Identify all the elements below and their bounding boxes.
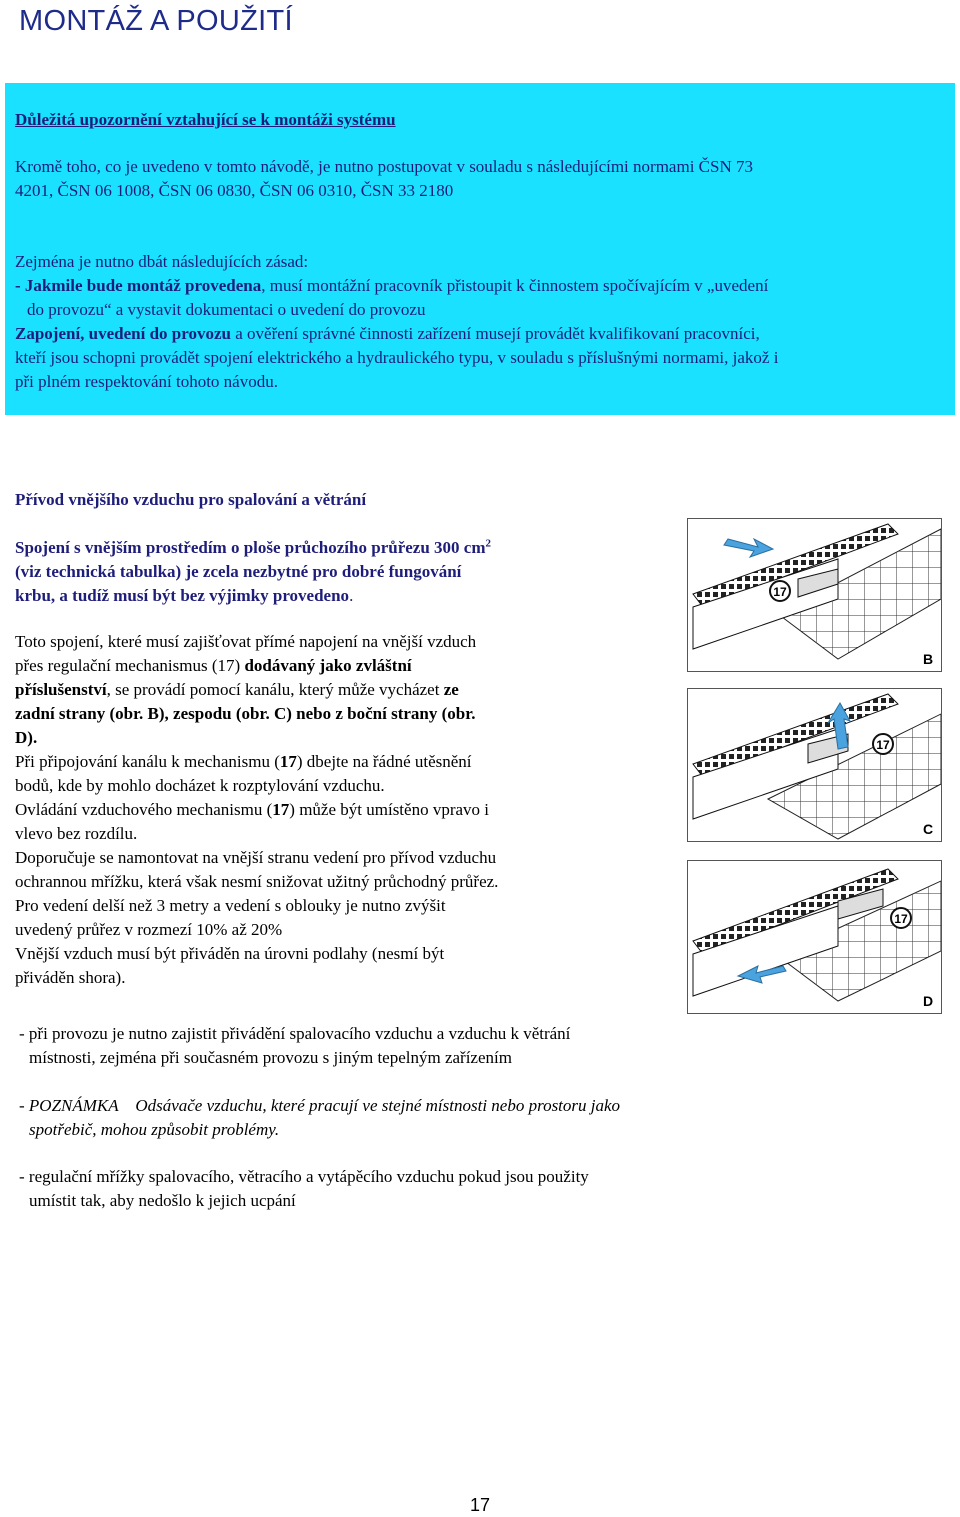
figure-c-part-number: 17 [876, 738, 890, 752]
figure-d-label: D [922, 993, 934, 1009]
note-1-line1: - při provozu je nutno zajistit přivádění spalovacího vzduchu a vzduchu k větrání [19, 1024, 571, 1043]
superscript-2: 2 [485, 537, 491, 550]
note-2-line1: - POZNÁMKA Odsávače vzduchu, které pracují ve stejné místnosti nebo prostoru jako [19, 1096, 621, 1115]
body-line-8b: 17 [272, 800, 290, 819]
notice-para-line2: kteří jsou schopni provádět spojení elektrického a hydraulického typu, v souladu s příslušnými normami, jakož i [15, 348, 779, 367]
page-number: 17 [469, 1495, 491, 1515]
figure-b-label: B [922, 651, 934, 667]
requirement-line2: (viz technická tabulka) je zcela nezbytné pro dobré fungování [15, 562, 462, 581]
body-line-3c: ze [443, 680, 459, 699]
body-line-10: Doporučuje se namontovat na vnější stranu vedení pro přívod vzduchu [15, 848, 497, 867]
note-1-line2: místnosti, zejména při současném provozu s jiným tepelným zařízením [29, 1048, 512, 1067]
notice-para-line1 [15, 322, 945, 346]
figure-b-arrow [724, 539, 773, 557]
body-line-7: bodů, kde by mohlo docházet k rozptylování vzduchu. [15, 776, 385, 795]
para-bold: Zapojení, uvedení do provozu [15, 324, 232, 343]
body-line-5: D). [15, 728, 38, 747]
body-line-11: ochrannou mřížku, která však nesmí snižovat užitný průchodný průřez. [15, 872, 499, 891]
body-line-3a: příslušenství [15, 680, 107, 699]
notice-para-line3: při plném respektování tohoto návodu. [15, 372, 278, 391]
page-title: MONTÁŽ A POUŽITÍ [19, 5, 293, 37]
body-line-3 [15, 678, 459, 702]
body-line-6 [15, 750, 472, 774]
notice-intro-line2: 4201, ČSN 06 1008, ČSN 06 0830, ČSN 06 0310, ČSN 33 2180 [15, 181, 454, 200]
rule-dash: - [15, 276, 25, 295]
body-line-13: uvedený průřez v rozmezí 10% až 20% [15, 920, 283, 939]
body-line-8c: ) může být umístěno vpravo i [289, 800, 490, 819]
para-rest: a ověření správné činnosti zařízení musejí provádět kvalifikovaní pracovníci, [231, 324, 760, 343]
body-line-3b: , se provádí pomocí kanálu, který může vycházet [106, 680, 444, 699]
note-3-line1: - regulační mřížky spalovacího, větracího a vytápěcího vzduchu pokud jsou použity [19, 1167, 589, 1186]
body-line-12: Pro vedení delší než 3 metry a vedení s oblouky je nutno zvýšit [15, 896, 446, 915]
body-line-6c: ) dbejte na řádné utěsnění [296, 752, 472, 771]
requirement-text: Spojení s vnějším prostředím o ploše průchozího průřezu 300 cm [15, 538, 486, 557]
rule-bold: Jakmile bude montáž provedena [24, 276, 262, 295]
figure-b-part-number: 17 [773, 585, 787, 599]
requirement-line1 [15, 536, 491, 560]
body-line-8 [15, 798, 489, 822]
notice-rules-label: Zejména je nutno dbát následujících zásad: [15, 252, 309, 271]
body-line-8a: Ovládání vzduchového mechanismu ( [15, 800, 273, 819]
notice-rule-line1 [15, 274, 945, 298]
body-line-15: přiváděn shora). [15, 968, 126, 987]
figure-d [687, 860, 942, 1014]
note-2-line2: spotřebič, mohou způsobit problémy. [29, 1120, 280, 1139]
figure-c [687, 688, 942, 842]
figure-d-drawing [688, 861, 941, 1013]
notice-box [5, 83, 955, 415]
figure-c-label: C [922, 821, 934, 837]
notice-intro-line1: Kromě toho, co je uvedeno v tomto návodě, je nutno postupovat v souladu s následujícími normami ČSN 73 [15, 157, 753, 176]
body-line-2 [15, 654, 412, 678]
body-line-4: zadní strany (obr. B), zespodu (obr. C) nebo z boční strany (obr. [15, 704, 476, 723]
figure-b [687, 518, 942, 672]
body-line-14: Vnější vzduch musí být přiváděn na úrovni podlahy (nesmí být [15, 944, 445, 963]
body-line-2a: přes regulační mechanismus (17) [15, 656, 245, 675]
body-line-9: vlevo bez rozdílu. [15, 824, 138, 843]
requirement-line3-end: . [349, 586, 354, 605]
requirement-line3 [15, 584, 353, 608]
note-3-line2: umístit tak, aby nedošlo k jejich ucpání [29, 1191, 296, 1210]
section-heading: Přívod vnějšího vzduchu pro spalování a větrání [15, 490, 367, 509]
figure-b-drawing [688, 519, 941, 671]
notice-heading: Důležitá upozornění vztahující se k montáži systému [15, 110, 396, 129]
figure-c-drawing [688, 689, 941, 841]
body-line-6a: Při připojování kanálu k mechanismu ( [15, 752, 280, 771]
notice-rule-line2: do provozu“ a vystavit dokumentaci o uvedení do provozu [27, 300, 426, 319]
requirement-line3-text: krbu, a tudíž musí být bez výjimky provedeno [15, 586, 350, 605]
figure-d-part-number: 17 [894, 912, 908, 926]
body-line-2b: dodávaný jako zvláštní [244, 656, 412, 675]
rule-rest: , musí montážní pracovník přistoupit k činnostem spočívajícím v „uvedení [261, 276, 769, 295]
body-line-1: Toto spojení, které musí zajišťovat přímé napojení na vnější vzduch [15, 632, 477, 651]
body-line-6b: 17 [279, 752, 297, 771]
